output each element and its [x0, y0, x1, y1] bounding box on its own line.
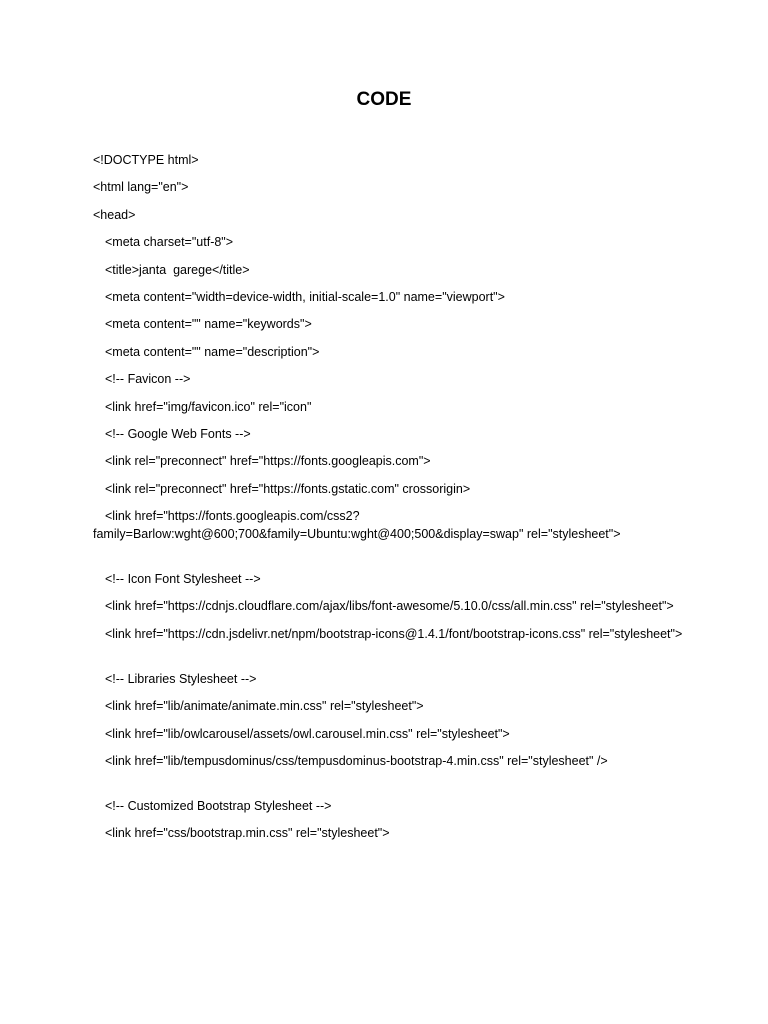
code-line: <title>janta garege</title> — [105, 262, 250, 277]
code-line: <link href="https://cdnjs.cloudflare.com/ajax/libs/font-awesome/5.10.0/css/all.min.css" rel="stylesheet"> — [105, 599, 674, 614]
code-line: <link href="lib/owlcarousel/assets/owl.carousel.min.css" rel="stylesheet"> — [105, 726, 510, 741]
code-line: <meta content="" name="description"> — [105, 344, 320, 359]
code-line: <link rel="preconnect" href="https://fonts.gstatic.com" crossorigin> — [105, 481, 471, 496]
code-comment-line: <!-- Libraries Stylesheet --> — [105, 671, 257, 686]
code-line: <meta content="width=device-width, initial-scale=1.0" name="viewport"> — [105, 289, 505, 304]
code-listing — [93, 151, 693, 852]
code-line: <head> — [93, 207, 136, 222]
code-line: <link href="https://cdn.jsdelivr.net/npm/bootstrap-icons@1.4.1/font/bootstrap-icons.css" rel="stylesheet"> — [105, 626, 683, 641]
code-line: <link href="css/bootstrap.min.css" rel="stylesheet"> — [105, 826, 390, 841]
code-line: <link rel="preconnect" href="https://fonts.googleapis.com"> — [105, 454, 431, 469]
code-comment-line: <!-- Customized Bootstrap Stylesheet --> — [105, 799, 332, 814]
code-line: <link href="img/favicon.ico" rel="icon" — [105, 399, 312, 414]
code-line: <meta content="" name="keywords"> — [105, 317, 312, 332]
code-line: <html lang="en"> — [93, 180, 189, 195]
code-comment-line: <!-- Favicon --> — [105, 372, 191, 387]
code-line: <link href="https://fonts.googleapis.com/css2?family=Barlow:wght@600;700&family=Ubuntu:wght@400;500&display=swap" rel="stylesheet"> — [93, 509, 621, 542]
code-line: <!DOCTYPE html> — [93, 153, 199, 167]
code-line: <meta charset="utf-8"> — [105, 235, 234, 250]
code-comment-line: <!-- Icon Font Stylesheet --> — [105, 572, 261, 587]
page-title: CODE — [356, 89, 412, 110]
code-comment-line: <!-- Google Web Fonts --> — [105, 426, 251, 441]
code-line: <link href="lib/tempusdominus/css/tempusdominus-bootstrap-4.min.css" rel="stylesheet" /> — [105, 754, 608, 769]
code-line: <link href="lib/animate/animate.min.css" rel="stylesheet"> — [105, 699, 424, 714]
